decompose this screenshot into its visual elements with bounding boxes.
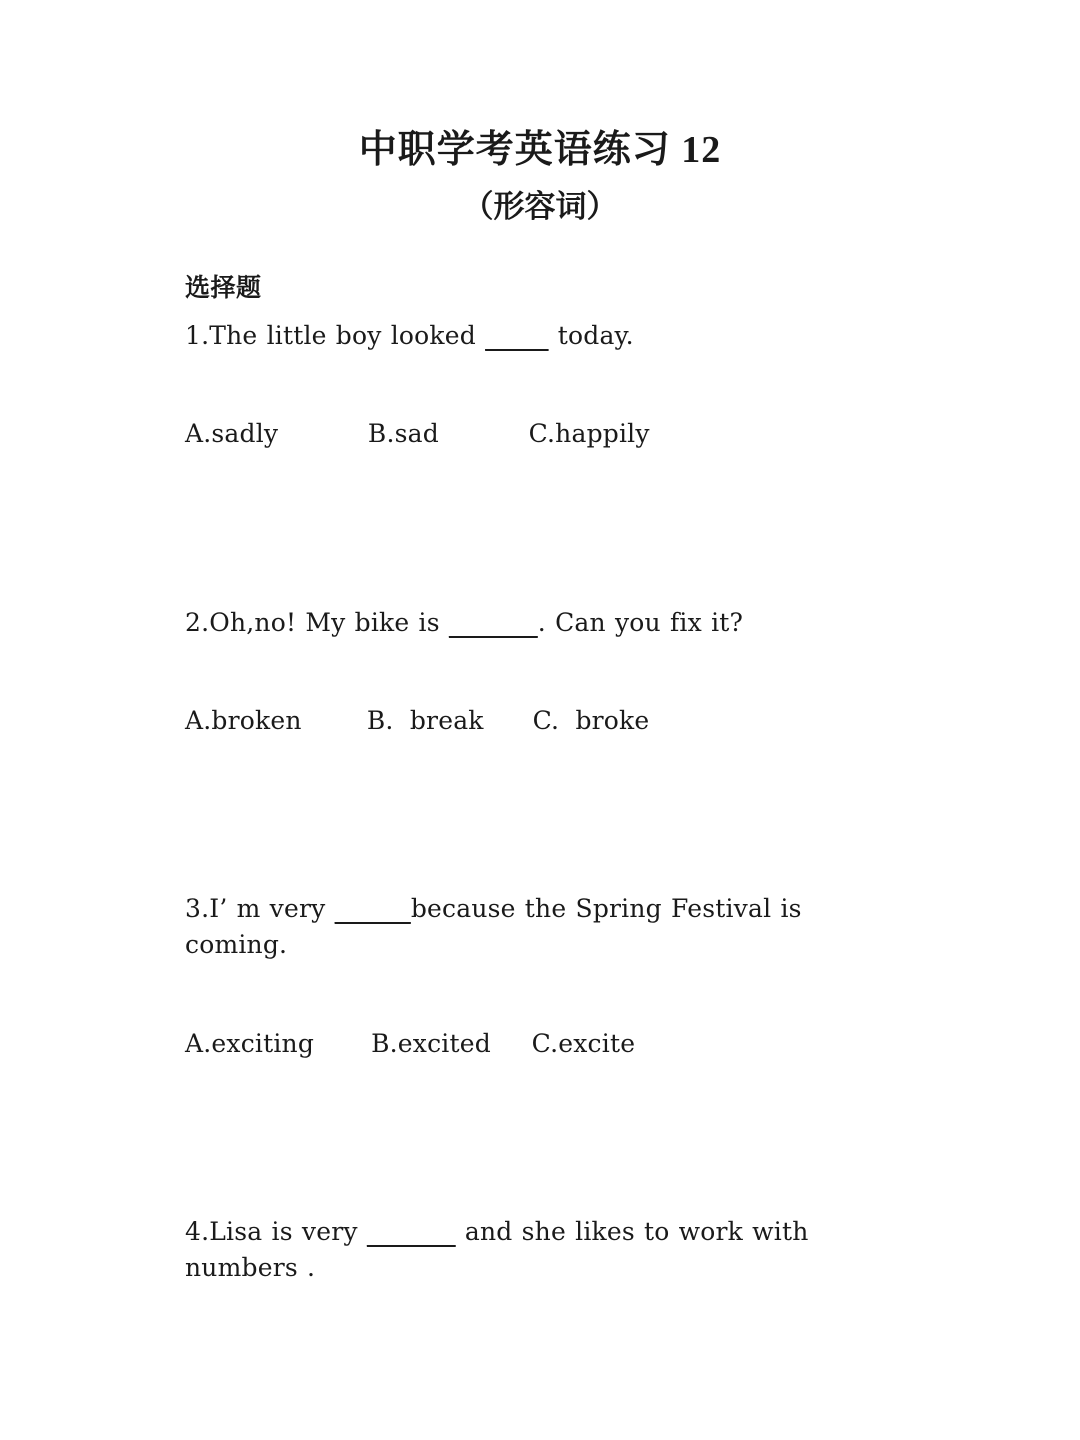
spacer <box>185 964 910 1026</box>
question-4-blank[interactable]: _______ <box>366 1216 456 1246</box>
spacer-text <box>314 1029 371 1058</box>
question-4-text-before-blank: 4.Lisa is very <box>185 1216 367 1246</box>
question-3-option-a[interactable]: A.exciting <box>185 1028 315 1058</box>
question-3 <box>185 891 910 964</box>
spacer <box>185 739 910 891</box>
spacer <box>185 641 910 703</box>
question-1-option-c[interactable]: C.happily <box>528 419 650 449</box>
question-2-options <box>185 703 910 739</box>
section-heading-multiple-choice: 选择题 <box>185 274 262 302</box>
question-3-options <box>185 1026 910 1062</box>
worksheet-content <box>0 225 1080 1287</box>
question-3-text-before-blank: 3.I’ m very <box>185 894 335 924</box>
question-1-blank[interactable]: _____ <box>485 321 549 351</box>
page-title: 中职学考英语练习 12 <box>358 129 722 171</box>
question-2-text-before-blank: 2.Oh,no! My bike is <box>185 607 449 637</box>
spacer <box>185 1062 910 1214</box>
spacer-text <box>278 419 368 448</box>
spacer <box>185 354 910 416</box>
question-1-text-before-blank: 1.The little boy looked <box>185 321 486 351</box>
question-3-text-after-blank: because the Spring Festival is coming. <box>185 894 811 960</box>
question-2-option-b[interactable]: B. break <box>366 705 484 735</box>
question-2-text-after-blank: . Can you fix it? <box>537 607 744 637</box>
question-4-text-after-blank: and she likes to work with numbers . <box>185 1216 818 1283</box>
question-3-option-c[interactable]: C.excite <box>531 1028 636 1058</box>
question-3-option-b[interactable]: B.excited <box>371 1028 491 1058</box>
question-1-option-a[interactable]: A.sadly <box>185 419 279 449</box>
question-1-text-after-blank: today. <box>548 321 634 351</box>
question-2-option-a[interactable]: A.broken <box>185 705 302 735</box>
page-subtitle: （形容词） <box>462 188 618 224</box>
spacer-text <box>491 1029 532 1058</box>
question-2-option-c[interactable]: C. broke <box>532 705 650 735</box>
question-4 <box>185 1214 910 1287</box>
spacer <box>185 453 910 605</box>
question-1 <box>185 318 910 354</box>
spacer-text <box>302 706 367 735</box>
question-1-options <box>185 416 910 452</box>
spacer-text <box>439 419 529 448</box>
question-1-option-b[interactable]: B.sad <box>367 419 439 449</box>
question-3-blank[interactable]: ______ <box>334 894 411 924</box>
question-2-blank[interactable]: _______ <box>448 607 538 637</box>
spacer-text <box>484 706 533 735</box>
question-2 <box>185 605 910 641</box>
